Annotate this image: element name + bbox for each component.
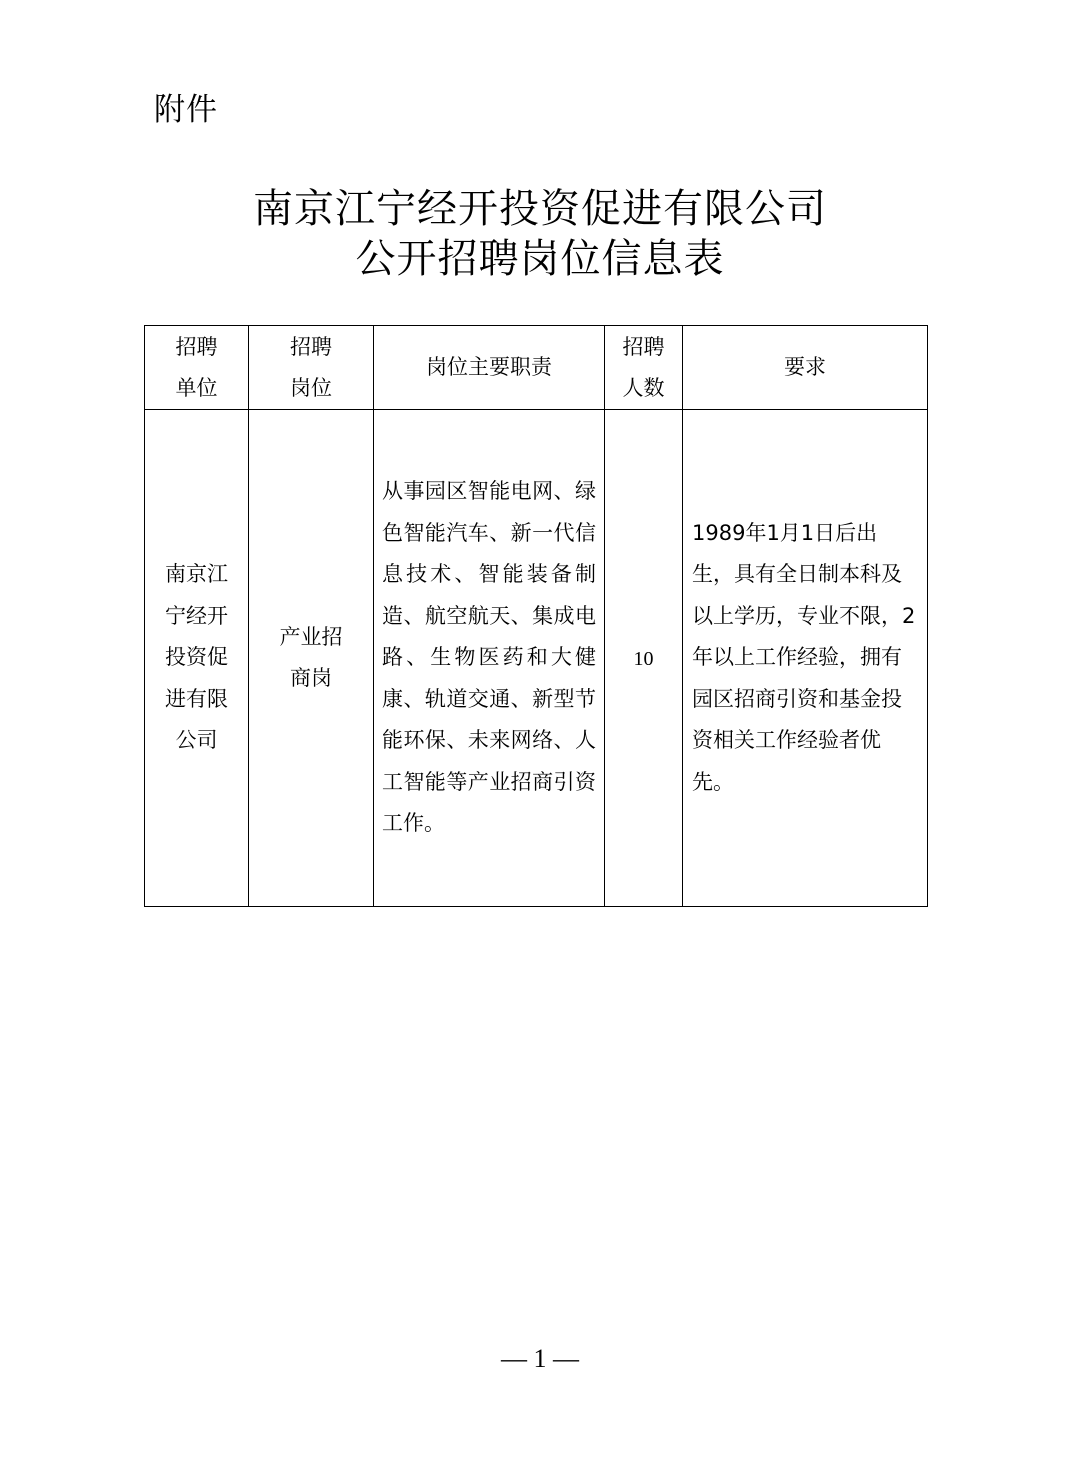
post-text: 产业招商岗 xyxy=(279,624,343,690)
header-count: 招聘人数 xyxy=(605,326,683,410)
requirements-text: 1989年1月1日后出生，具有全日制本科及以上学历，专业不限，2年以上工作经验，拥有园区招商引资和基金投资相关工作经验者优先。 xyxy=(692,520,916,794)
cell-requirements xyxy=(683,410,928,907)
cell-post xyxy=(249,410,374,907)
table-header-row xyxy=(145,326,928,410)
count-text: 10 xyxy=(633,647,654,670)
title-line-2: 公开招聘岗位信息表 xyxy=(355,236,725,282)
table-row xyxy=(145,410,928,907)
header-requirements: 要求 xyxy=(683,326,928,410)
document-title xyxy=(0,184,1080,284)
title-line-1: 南京江宁经开投资促进有限公司 xyxy=(253,186,827,232)
unit-text: 南京江宁经开投资促进有限公司 xyxy=(165,562,228,753)
header-duties: 岗位主要职责 xyxy=(374,326,605,410)
recruitment-table xyxy=(144,325,928,907)
cell-count xyxy=(605,410,683,907)
header-post: 招聘岗位 xyxy=(249,326,374,410)
page-number: — 1 — xyxy=(501,1344,579,1373)
cell-duties xyxy=(374,410,605,907)
cell-unit xyxy=(145,410,249,907)
header-unit: 招聘单位 xyxy=(145,326,249,410)
attachment-label: 附件 xyxy=(154,92,218,128)
duties-text: 从事园区智能电网、绿色智能汽车、新一代信息技术、智能装备制造、航空航天、集成电路、生物医药和大健康、轨道交通、新型节能环保、未来网络、人工智能等产业招商引资工作。 xyxy=(382,479,596,836)
